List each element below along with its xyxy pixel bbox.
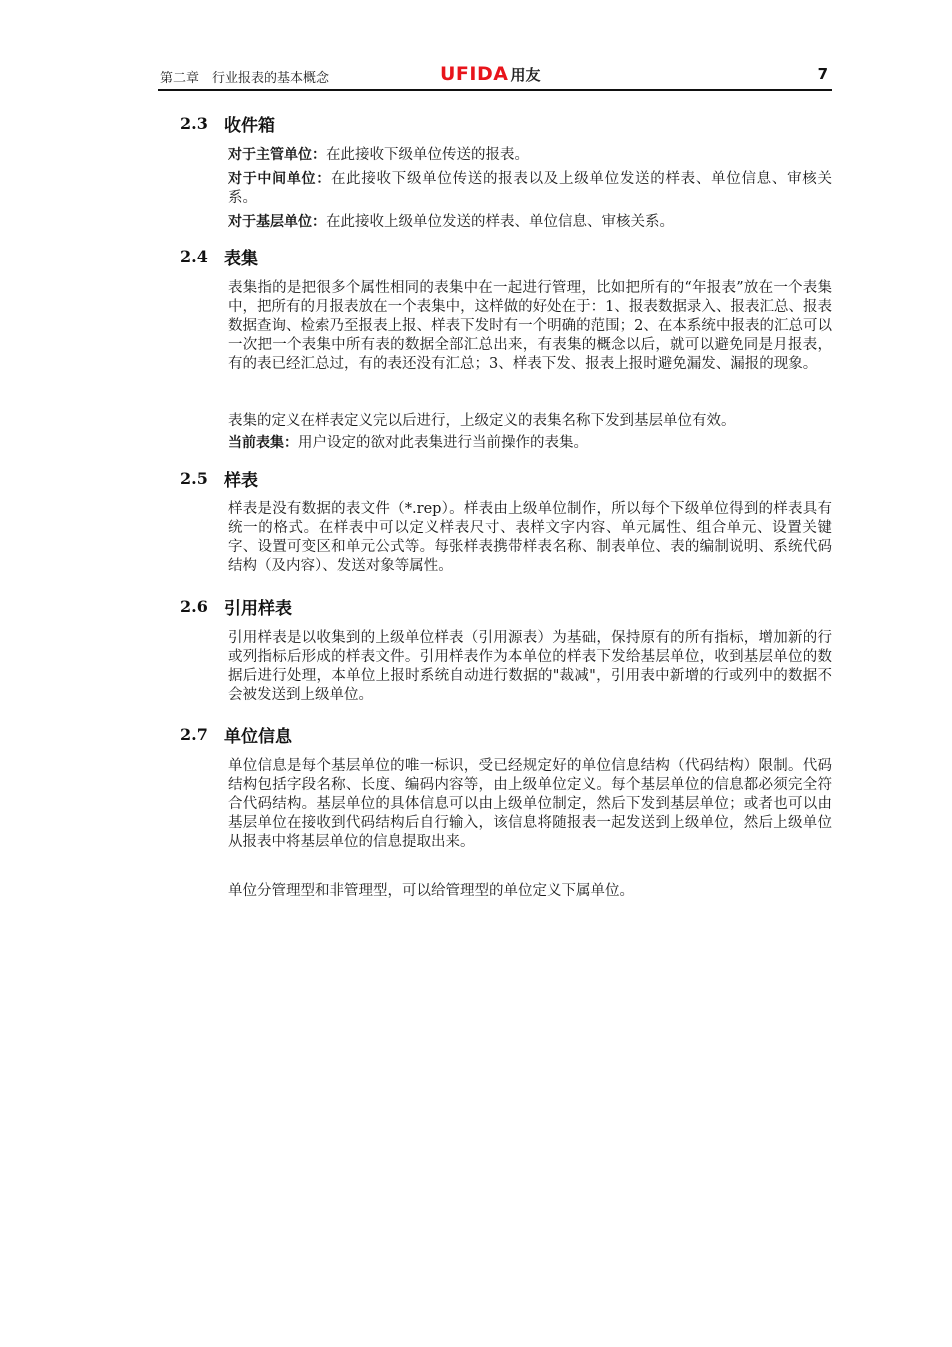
paragraph [228,629,832,705]
paragraph-lead: 当前表集： [228,435,298,451]
paragraph-lead: 对于主管单位： [228,147,326,163]
page-number: 7 [817,65,828,83]
chapter-title: 第二章 行业报表的基本概念 [160,71,330,86]
section-heading [180,244,258,268]
section-number: 2.3 [180,113,208,133]
paragraph [228,279,832,374]
section-heading [180,594,292,618]
section-number: 2.4 [180,246,208,266]
section-number: 2.6 [180,596,208,616]
paragraph-lead: 对于中间单位： [228,171,331,187]
section-title: 单位信息 [224,726,292,747]
paragraph-text: 单位分管理型和非管理型，可以给管理型的单位定义下属单位。 [228,883,634,899]
paragraph-text: 样表是没有数据的表文件（*.rep）。样表由上级单位制作，所以每个下级单位得到的样表具有统一的格式。在样表中可以定义样表尺寸、表样文字内容、单元属性、组合单元、设置关键字、设置可变区和单元公式等。每张样表携带样表名称、制表单位、表的编制说明、系统代码结构（及内容）、发送对象等属性。 [228,501,832,574]
section-title: 表集 [224,248,258,269]
paragraph-text: 单位信息是每个基层单位的唯一标识，受已经规定好的单位信息结构（代码结构）限制。代码结构包括字段名称、长度、编码内容等，由上级单位定义。每个基层单位的信息都必须完全符合代码结构。基层单位的具体信息可以由上级单位制定，然后下发到基层单位；或者也可以由基层单位在接收到代码结构后自行输入，该信息将随报表一起发送到上级单位，然后上级单位从报表中将基层单位的信息提取出来。 [228,758,832,850]
section-number: 2.7 [180,724,208,744]
section-heading [180,466,258,490]
paragraph [228,434,832,453]
paragraph-text: 用户设定的欲对此表集进行当前操作的表集。 [298,435,588,451]
paragraph-text: 引用样表是以收集到的上级单位样表（引用源表）为基础，保持原有的所有指标，增加新的行或列指标后形成的样表文件。引用样表作为本单位的样表下发给基层单位，收到基层单位的数据后进行处理，本单位上报时系统自动进行数据的"裁减"，引用表中新增的行或列中的数据不会被发送到上级单位。 [228,630,832,703]
paragraph [228,146,832,165]
paragraph [228,500,832,576]
paragraph [228,757,832,852]
section-heading [180,111,275,135]
section-title: 收件箱 [224,115,275,136]
ufida-logo [440,63,540,85]
paragraph-lead: 对于基层单位： [228,214,326,230]
section-heading [180,722,292,746]
paragraph [228,882,832,901]
paragraph-text: 表集指的是把很多个属性相同的表集中在一起进行管理，比如把所有的“年报表”放在一个表集中，把所有的月报表放在一个表集中，这样做的好处在于：1、报表数据录入、报表汇总、报表数据查询、检索乃至报表上报、样表下发时有一个明确的范围；2、在本系统中报表的汇总可以一次把一个表集中所有表的数据全部汇总出来，有表集的概念以后，就可以避免同是月报表，有的表已经汇总过，有的表还没有汇总；3、样表下发、报表上报时避免漏发、漏报的现象。 [228,280,832,372]
paragraph-text: 在此接收下级单位传送的报表以及上级单位发送的样表、单位信息、审核关系。 [228,171,832,206]
paragraph-text: 在此接收上级单位发送的样表、单位信息、审核关系。 [326,214,674,230]
paragraph [228,412,832,431]
section-number: 2.5 [180,468,208,488]
paragraph [228,213,832,232]
paragraph-text: 表集的定义在样表定义完以后进行，上级定义的表集名称下发到基层单位有效。 [228,413,736,429]
section-title: 样表 [224,470,258,491]
logo-cn: 用友 [510,65,541,84]
page-header [158,62,832,91]
paragraph-text: 在此接收下级单位传送的报表。 [326,147,529,163]
paragraph [228,170,832,208]
section-title: 引用样表 [224,598,292,619]
logo-brand: UFIDA [440,63,509,85]
